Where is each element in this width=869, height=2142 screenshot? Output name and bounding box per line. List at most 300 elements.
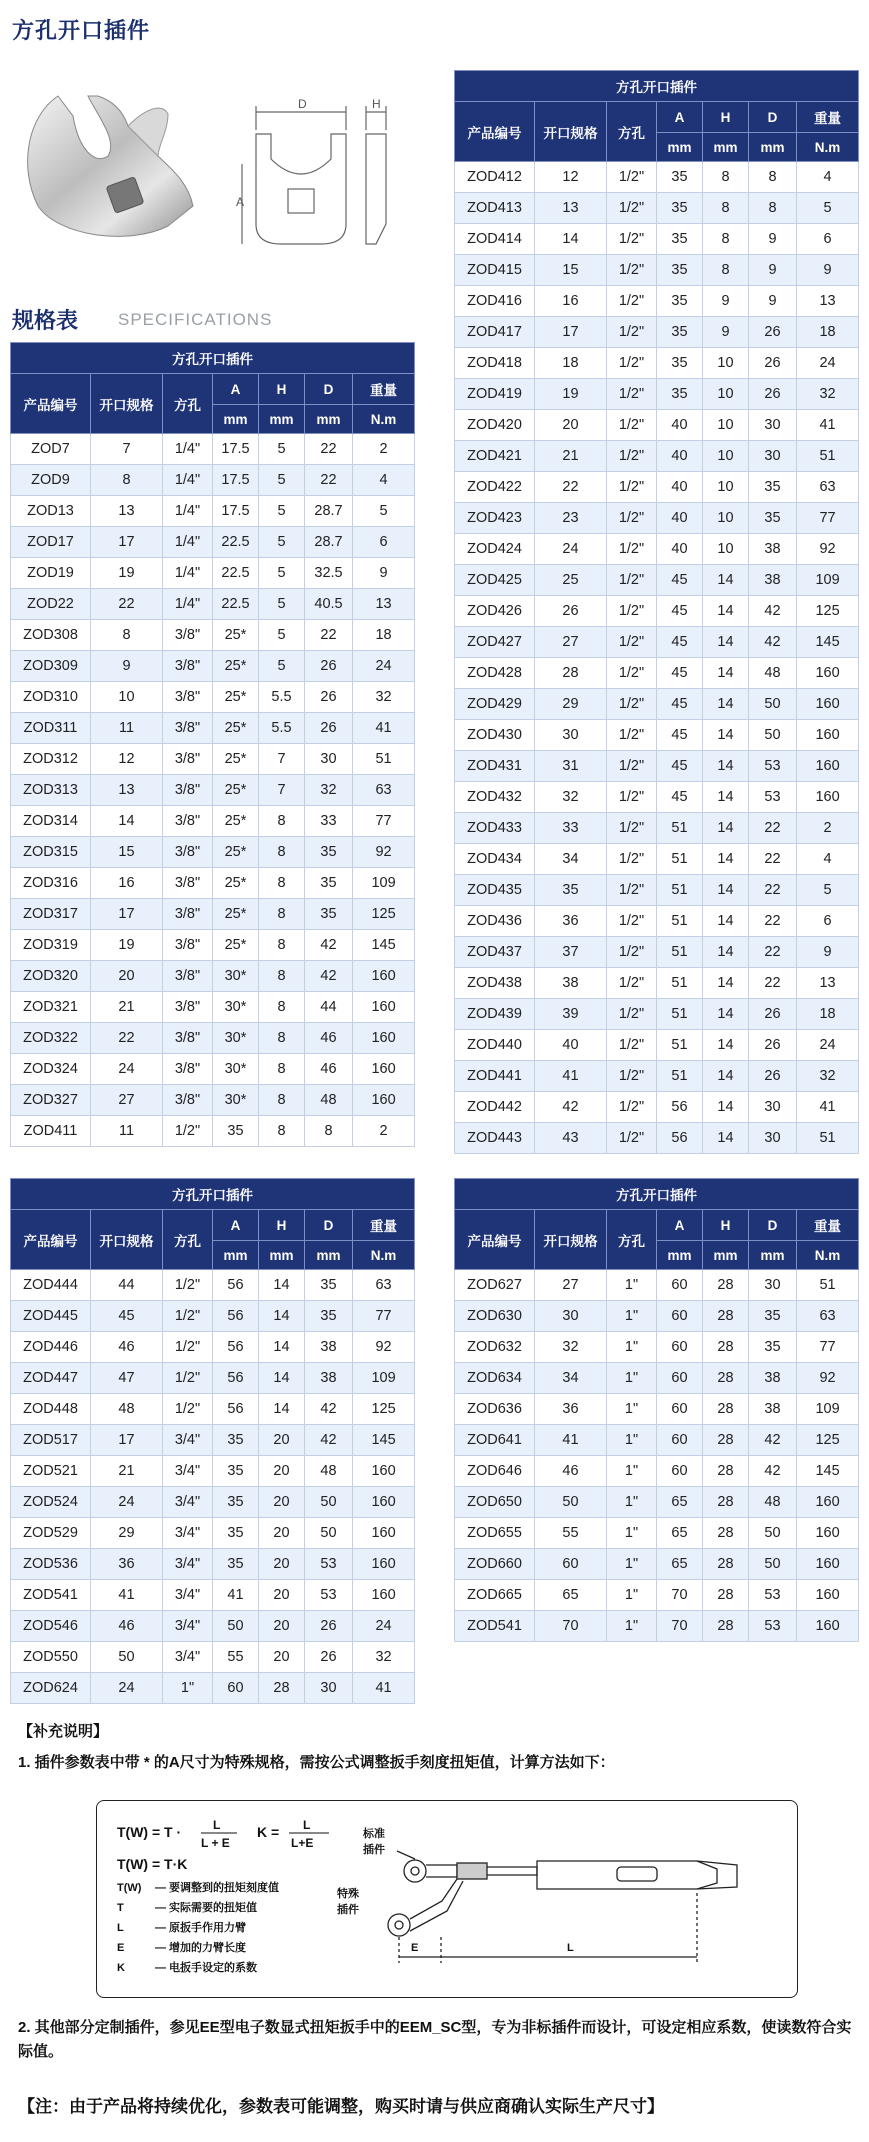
cell-code: ZOD420: [455, 410, 535, 441]
cell-open: 17: [535, 317, 607, 348]
table-row: [455, 627, 859, 658]
cell-weight: 160: [797, 1487, 859, 1518]
cell-square: 3/8": [163, 775, 213, 806]
cell-square: 3/4": [163, 1642, 213, 1673]
cell-h: 8: [259, 837, 305, 868]
cell-weight: 109: [353, 1363, 415, 1394]
table-group-header: 方孔开口插件: [455, 71, 859, 102]
cell-a: 45: [657, 565, 703, 596]
cell-code: ZOD665: [455, 1580, 535, 1611]
cell-weight: 51: [797, 1123, 859, 1154]
cell-weight: 18: [797, 317, 859, 348]
cell-weight: 77: [797, 503, 859, 534]
table-row: [11, 806, 415, 837]
cell-open: 40: [535, 1030, 607, 1061]
cell-square: 1": [607, 1549, 657, 1580]
formula-k-num: L: [303, 1818, 311, 1832]
cell-square: 1": [607, 1580, 657, 1611]
table-row: [455, 1092, 859, 1123]
cell-square: 1/2": [607, 875, 657, 906]
cell-open: 50: [535, 1487, 607, 1518]
cell-weight: 160: [797, 658, 859, 689]
cell-open: 22: [535, 472, 607, 503]
cell-weight: 92: [353, 1332, 415, 1363]
cell-h: 20: [259, 1456, 305, 1487]
col-a: A: [657, 1210, 703, 1241]
table-row: [11, 930, 415, 961]
cell-a: 35: [213, 1549, 259, 1580]
table-row: [455, 1332, 859, 1363]
cell-a: 22.5: [213, 589, 259, 620]
cell-d: 35: [749, 472, 797, 503]
table-row: [11, 713, 415, 744]
cell-open: 12: [91, 744, 163, 775]
cell-open: 28: [535, 658, 607, 689]
std-label-2: 插件: [363, 1844, 385, 1856]
cell-code: ZOD536: [11, 1549, 91, 1580]
cell-d: 22: [305, 465, 353, 496]
def-sym: K: [117, 1962, 125, 1974]
cell-a: 65: [657, 1549, 703, 1580]
cell-code: ZOD439: [455, 999, 535, 1030]
cell-code: ZOD19: [11, 558, 91, 589]
cell-code: ZOD423: [455, 503, 535, 534]
cell-square: 1/2": [163, 1394, 213, 1425]
cell-d: 22: [305, 620, 353, 651]
col-a: A: [213, 374, 259, 405]
cell-square: 1/2": [607, 782, 657, 813]
cell-square: 3/8": [163, 744, 213, 775]
cell-square: 1/2": [163, 1301, 213, 1332]
cell-h: 28: [703, 1332, 749, 1363]
col-weight: 重量: [353, 374, 415, 405]
cell-h: 5: [259, 651, 305, 682]
cell-a: 50: [213, 1611, 259, 1642]
cell-h: 10: [703, 534, 749, 565]
cell-weight: 24: [797, 1030, 859, 1061]
cell-h: 10: [703, 379, 749, 410]
unit-mm: mm: [305, 405, 353, 434]
cell-h: 14: [703, 1092, 749, 1123]
table-row: [455, 906, 859, 937]
cell-h: 14: [703, 720, 749, 751]
cell-d: 42: [305, 1394, 353, 1425]
cell-square: 1/2": [607, 1061, 657, 1092]
cell-weight: 92: [353, 837, 415, 868]
cell-square: 3/4": [163, 1487, 213, 1518]
table-row: [11, 1611, 415, 1642]
cell-code: ZOD417: [455, 317, 535, 348]
table-row: [11, 961, 415, 992]
cell-square: 3/8": [163, 1023, 213, 1054]
col-square: 方孔: [607, 1210, 657, 1270]
col-weight: 重量: [797, 1210, 859, 1241]
notes-section-2: [18, 2016, 858, 2064]
spec-title: 规格表: [12, 308, 79, 333]
cell-h: 28: [703, 1270, 749, 1301]
cell-a: 35: [213, 1425, 259, 1456]
cell-d: 35: [749, 1301, 797, 1332]
cell-open: 39: [535, 999, 607, 1030]
col-h: H: [703, 102, 749, 133]
cell-square: 1/2": [163, 1363, 213, 1394]
cell-h: 14: [703, 1061, 749, 1092]
cell-d: 38: [305, 1363, 353, 1394]
unit-mm: mm: [213, 405, 259, 434]
cell-open: 7: [91, 434, 163, 465]
cell-code: ZOD311: [11, 713, 91, 744]
cell-square: 3/8": [163, 899, 213, 930]
cell-open: 16: [91, 868, 163, 899]
cell-d: 48: [749, 1487, 797, 1518]
table-row: [11, 992, 415, 1023]
cell-h: 10: [703, 348, 749, 379]
cell-code: ZOD415: [455, 255, 535, 286]
cell-square: 1/2": [607, 472, 657, 503]
cell-h: 9: [703, 317, 749, 348]
cell-square: 1/2": [607, 844, 657, 875]
cell-open: 20: [91, 961, 163, 992]
cell-open: 17: [91, 899, 163, 930]
cell-code: ZOD434: [455, 844, 535, 875]
cell-square: 3/8": [163, 837, 213, 868]
table-row: [11, 682, 415, 713]
cell-d: 38: [305, 1332, 353, 1363]
cell-square: 1/2": [607, 720, 657, 751]
cell-open: 11: [91, 1116, 163, 1147]
notes-section: [18, 1720, 858, 1772]
cell-weight: 41: [797, 410, 859, 441]
cell-a: 35: [213, 1456, 259, 1487]
cell-h: 14: [259, 1394, 305, 1425]
cell-code: ZOD432: [455, 782, 535, 813]
cell-a: 25*: [213, 775, 259, 806]
cell-weight: 32: [797, 379, 859, 410]
cell-weight: 160: [353, 1518, 415, 1549]
cell-h: 8: [703, 255, 749, 286]
col-square: 方孔: [163, 374, 213, 434]
cell-weight: 6: [797, 906, 859, 937]
dim-a-label: A: [236, 195, 245, 209]
col-h: H: [259, 1210, 305, 1241]
cell-weight: 41: [353, 1673, 415, 1704]
cell-weight: 160: [353, 961, 415, 992]
std-label-1: 标准: [363, 1828, 385, 1840]
cell-d: 8: [749, 162, 797, 193]
cell-d: 35: [305, 1301, 353, 1332]
final-note: 【注：由于产品将持续优化，参数表可能调整，购买时请与供应商确认实际生产尺寸】: [18, 2097, 664, 2116]
cell-open: 38: [535, 968, 607, 999]
table-row: [11, 1394, 415, 1425]
cell-weight: 4: [797, 162, 859, 193]
cell-a: 45: [657, 658, 703, 689]
cell-h: 14: [259, 1332, 305, 1363]
cell-code: ZOD438: [455, 968, 535, 999]
cell-a: 51: [657, 906, 703, 937]
cell-open: 41: [91, 1580, 163, 1611]
cell-h: 7: [259, 775, 305, 806]
cell-a: 40: [657, 472, 703, 503]
cell-d: 26: [749, 999, 797, 1030]
cell-d: 35: [305, 899, 353, 930]
cell-d: 38: [749, 565, 797, 596]
cell-code: ZOD627: [455, 1270, 535, 1301]
cell-weight: 41: [797, 1092, 859, 1123]
cell-d: 35: [305, 868, 353, 899]
cell-square: 1/4": [163, 558, 213, 589]
cell-code: ZOD660: [455, 1549, 535, 1580]
table-row: [455, 379, 859, 410]
spec-table-1: [10, 342, 415, 1147]
cell-weight: 2: [353, 1116, 415, 1147]
cell-a: 60: [657, 1301, 703, 1332]
cell-h: 28: [703, 1394, 749, 1425]
cell-d: 44: [305, 992, 353, 1023]
cell-d: 35: [749, 1332, 797, 1363]
cell-a: 60: [657, 1394, 703, 1425]
cell-weight: 77: [353, 806, 415, 837]
table-row: [11, 465, 415, 496]
cell-weight: 160: [353, 992, 415, 1023]
cell-weight: 13: [353, 589, 415, 620]
cell-a: 41: [213, 1580, 259, 1611]
cell-d: 40.5: [305, 589, 353, 620]
cell-open: 25: [535, 565, 607, 596]
cell-a: 60: [213, 1673, 259, 1704]
cell-a: 30*: [213, 1023, 259, 1054]
cell-weight: 2: [353, 434, 415, 465]
table-row: [11, 1673, 415, 1704]
cell-square: 3/8": [163, 651, 213, 682]
table-row: [455, 968, 859, 999]
cell-d: 50: [305, 1487, 353, 1518]
cell-weight: 160: [353, 1054, 415, 1085]
cell-square: 3/4": [163, 1580, 213, 1611]
col-d: D: [305, 374, 353, 405]
cell-h: 28: [703, 1425, 749, 1456]
cell-weight: 77: [797, 1332, 859, 1363]
cell-open: 46: [91, 1611, 163, 1642]
table-row: [455, 937, 859, 968]
cell-weight: 145: [797, 1456, 859, 1487]
cell-a: 70: [657, 1611, 703, 1642]
cell-code: ZOD414: [455, 224, 535, 255]
cell-code: ZOD308: [11, 620, 91, 651]
table-row: [455, 317, 859, 348]
cell-open: 8: [91, 465, 163, 496]
cell-a: 60: [657, 1332, 703, 1363]
cell-square: 1": [607, 1611, 657, 1642]
cell-square: 1/2": [607, 565, 657, 596]
cell-code: ZOD320: [11, 961, 91, 992]
cell-d: 46: [305, 1054, 353, 1085]
table-row: [11, 1270, 415, 1301]
cell-a: 35: [657, 286, 703, 317]
cell-d: 30: [749, 410, 797, 441]
cell-code: ZOD327: [11, 1085, 91, 1116]
cell-code: ZOD437: [455, 937, 535, 968]
cell-square: 3/8": [163, 930, 213, 961]
cell-weight: 9: [797, 937, 859, 968]
cell-open: 70: [535, 1611, 607, 1642]
cell-weight: 160: [353, 1085, 415, 1116]
cell-a: 51: [657, 968, 703, 999]
formula-diagram: [97, 1801, 797, 1997]
cell-code: ZOD310: [11, 682, 91, 713]
cell-d: 26: [749, 379, 797, 410]
cell-a: 40: [657, 503, 703, 534]
cell-weight: 160: [797, 751, 859, 782]
cell-d: 38: [749, 534, 797, 565]
cell-square: 1/2": [607, 348, 657, 379]
table-row: [11, 1456, 415, 1487]
table-row: [455, 813, 859, 844]
cell-a: 25*: [213, 682, 259, 713]
cell-open: 36: [535, 1394, 607, 1425]
cell-code: ZOD424: [455, 534, 535, 565]
cell-a: 35: [657, 317, 703, 348]
cell-square: 3/4": [163, 1456, 213, 1487]
cell-a: 56: [213, 1270, 259, 1301]
cell-open: 24: [535, 534, 607, 565]
cell-square: 1": [607, 1394, 657, 1425]
cell-square: 3/8": [163, 713, 213, 744]
cell-weight: 160: [797, 1549, 859, 1580]
table-row: [455, 503, 859, 534]
cell-weight: 160: [353, 1580, 415, 1611]
formula-k-den: L+E: [291, 1836, 314, 1850]
cell-h: 14: [703, 596, 749, 627]
cell-open: 19: [91, 558, 163, 589]
cell-code: ZOD312: [11, 744, 91, 775]
cell-open: 23: [535, 503, 607, 534]
unit-mm: mm: [749, 1241, 797, 1270]
cell-d: 26: [305, 1611, 353, 1642]
cell-open: 48: [91, 1394, 163, 1425]
cell-code: ZOD447: [11, 1363, 91, 1394]
cell-code: ZOD428: [455, 658, 535, 689]
spec-table-2: [454, 70, 859, 1154]
cell-weight: 160: [353, 1549, 415, 1580]
cell-h: 8: [703, 162, 749, 193]
cell-d: 42: [749, 1456, 797, 1487]
cell-code: ZOD316: [11, 868, 91, 899]
cell-d: 22: [749, 813, 797, 844]
cell-weight: 145: [797, 627, 859, 658]
cell-weight: 18: [797, 999, 859, 1030]
cell-weight: 51: [797, 1270, 859, 1301]
cell-a: 65: [657, 1518, 703, 1549]
formula-1: T(W) = T ·: [117, 1824, 182, 1840]
col-open: 开口规格: [535, 102, 607, 162]
cell-open: 45: [91, 1301, 163, 1332]
cell-square: 1/2": [607, 193, 657, 224]
cell-code: ZOD413: [455, 193, 535, 224]
table-row: [11, 1549, 415, 1580]
cell-a: 51: [657, 813, 703, 844]
cell-open: 22: [91, 1023, 163, 1054]
dimension-drawing: [236, 94, 406, 254]
col-open: 开口规格: [91, 374, 163, 434]
table-row: [455, 1123, 859, 1154]
cell-d: 30: [749, 1123, 797, 1154]
cell-a: 17.5: [213, 465, 259, 496]
cell-open: 27: [91, 1085, 163, 1116]
cell-code: ZOD446: [11, 1332, 91, 1363]
table-row: [11, 1580, 415, 1611]
cell-open: 19: [91, 930, 163, 961]
cell-a: 40: [657, 441, 703, 472]
cell-a: 45: [657, 627, 703, 658]
cell-d: 26: [305, 713, 353, 744]
cell-h: 28: [703, 1456, 749, 1487]
cell-weight: 51: [353, 744, 415, 775]
cell-h: 14: [703, 658, 749, 689]
cell-d: 28.7: [305, 527, 353, 558]
cell-d: 26: [305, 1642, 353, 1673]
cell-weight: 92: [797, 1363, 859, 1394]
cell-square: 1": [607, 1518, 657, 1549]
cell-d: 26: [749, 1030, 797, 1061]
spec-title-en: SPECIFICATIONS: [118, 310, 273, 329]
cell-h: 20: [259, 1487, 305, 1518]
cell-code: ZOD319: [11, 930, 91, 961]
unit-mm: mm: [657, 1241, 703, 1270]
cell-h: 10: [703, 441, 749, 472]
cell-weight: 4: [353, 465, 415, 496]
cell-code: ZOD440: [455, 1030, 535, 1061]
wrench-illustration: [388, 1851, 737, 1963]
cell-square: 1/2": [163, 1332, 213, 1363]
cell-weight: 109: [797, 1394, 859, 1425]
cell-weight: 63: [353, 775, 415, 806]
cell-weight: 5: [797, 193, 859, 224]
cell-code: ZOD411: [11, 1116, 91, 1147]
cell-open: 32: [535, 782, 607, 813]
cell-a: 25*: [213, 620, 259, 651]
cell-square: 1/2": [607, 1092, 657, 1123]
cell-code: ZOD429: [455, 689, 535, 720]
cell-open: 17: [91, 1425, 163, 1456]
cell-square: 1/2": [607, 1123, 657, 1154]
cell-h: 10: [703, 410, 749, 441]
cell-square: 3/8": [163, 620, 213, 651]
cell-d: 26: [749, 317, 797, 348]
cell-d: 30: [749, 441, 797, 472]
cell-code: ZOD431: [455, 751, 535, 782]
cell-open: 24: [91, 1054, 163, 1085]
cell-open: 43: [535, 1123, 607, 1154]
cell-d: 9: [749, 286, 797, 317]
cell-code: ZOD9: [11, 465, 91, 496]
cell-h: 14: [703, 844, 749, 875]
table-row: [455, 1487, 859, 1518]
def-sym: L: [117, 1922, 124, 1934]
unit-mm: mm: [703, 1241, 749, 1270]
table-row: [455, 1061, 859, 1092]
cell-h: 5: [259, 589, 305, 620]
cell-open: 37: [535, 937, 607, 968]
table-row: [455, 1394, 859, 1425]
cell-square: 1/2": [607, 689, 657, 720]
cell-h: 14: [703, 937, 749, 968]
formula-k: K =: [257, 1824, 280, 1840]
cell-code: ZOD442: [455, 1092, 535, 1123]
cell-square: 1/2": [607, 162, 657, 193]
cell-weight: 24: [353, 1611, 415, 1642]
dim-d-label: D: [298, 97, 307, 111]
unit-mm: mm: [259, 405, 305, 434]
